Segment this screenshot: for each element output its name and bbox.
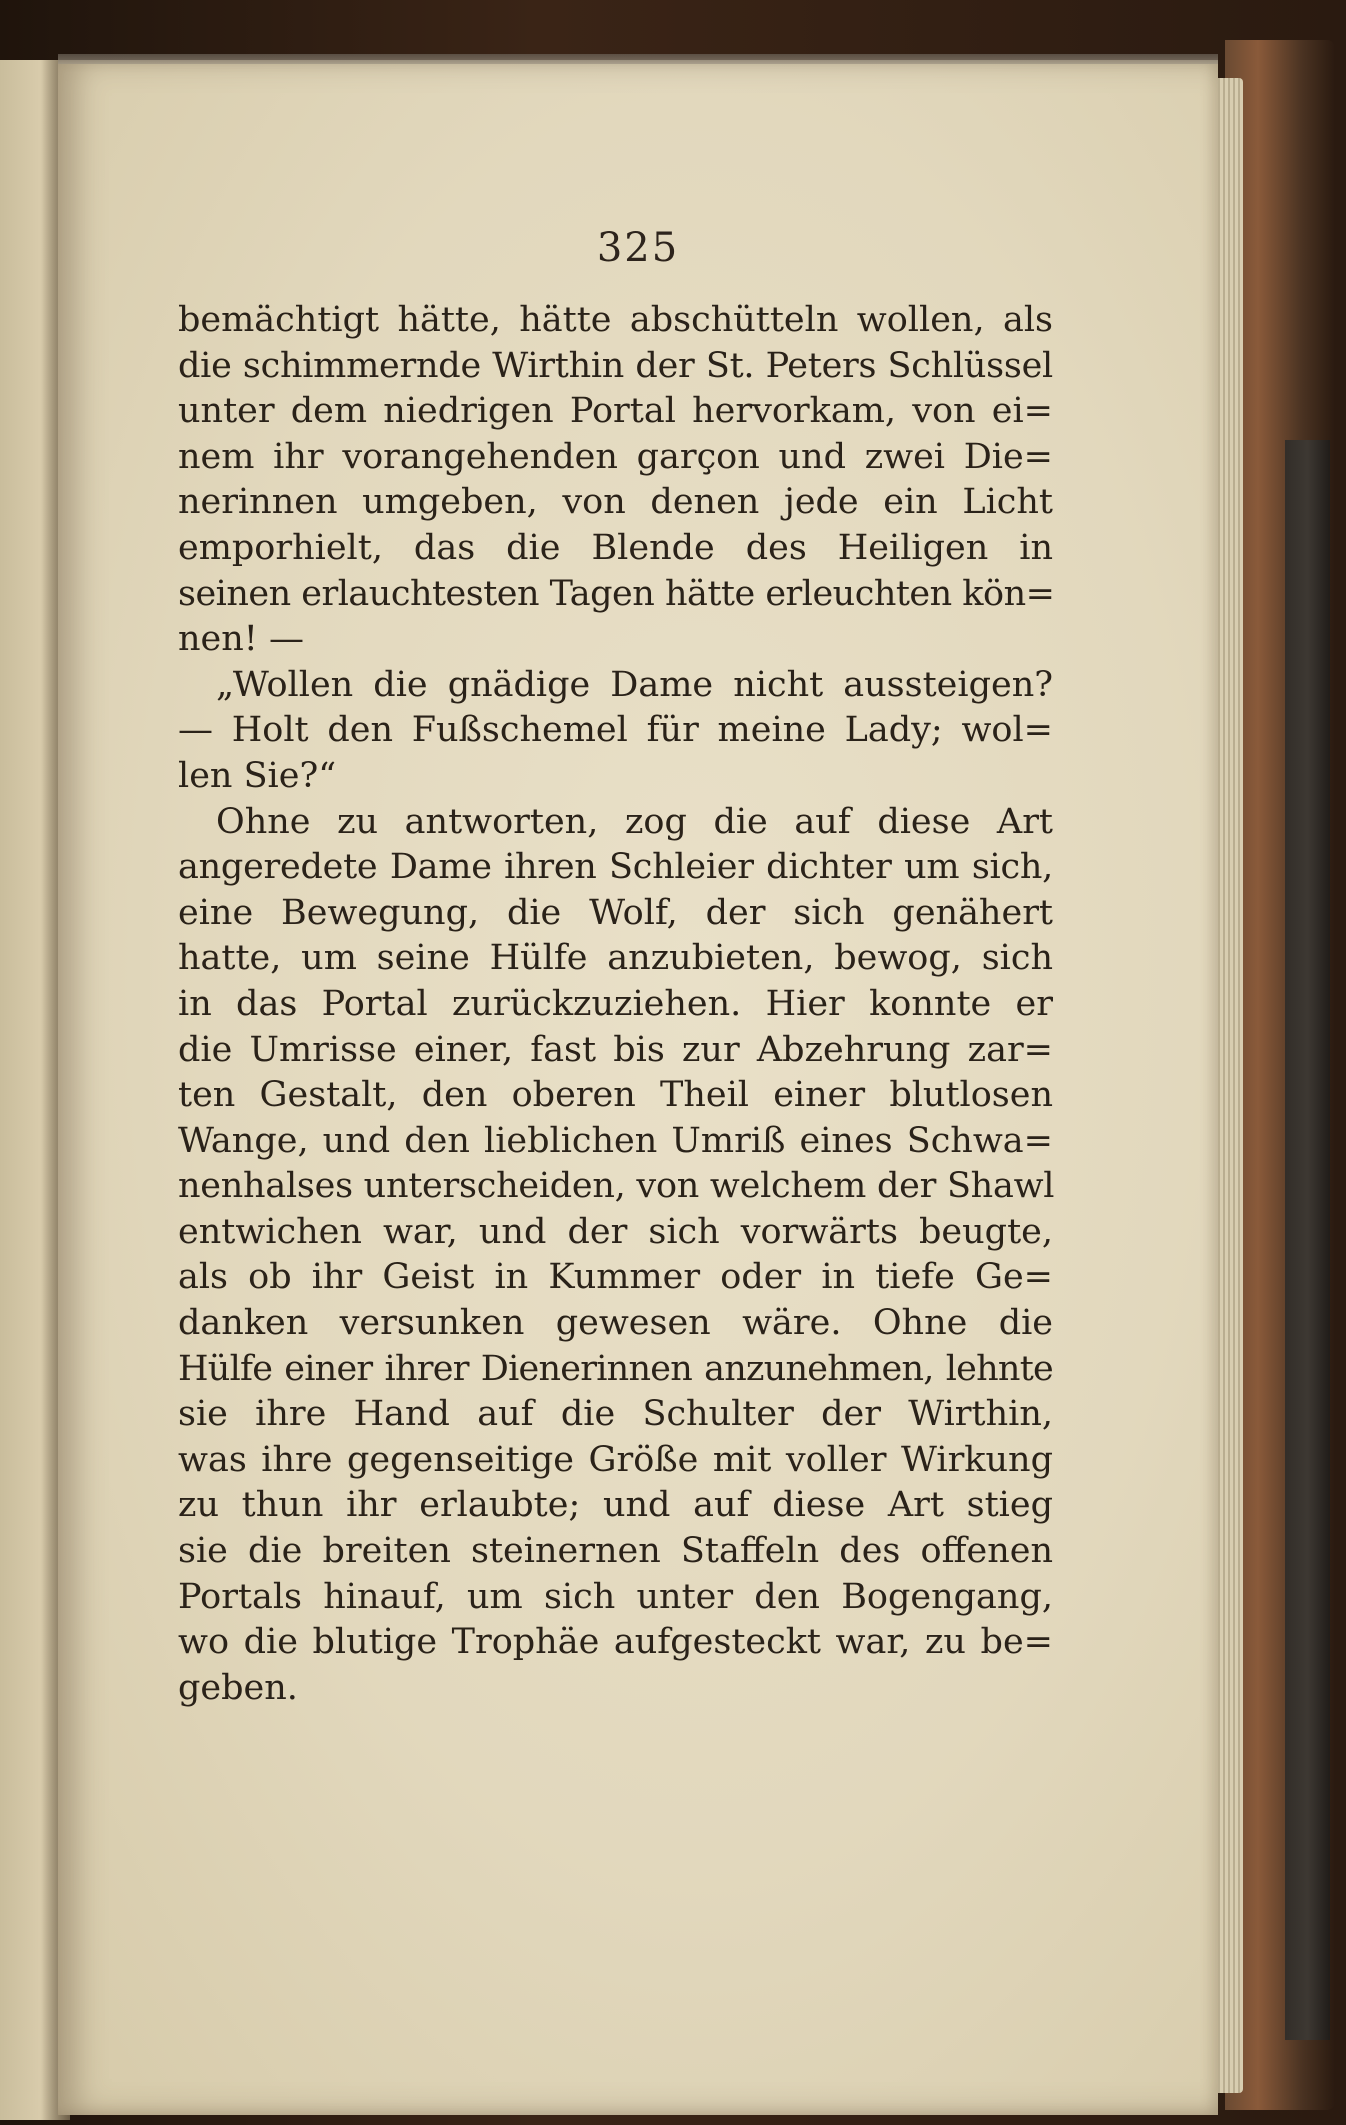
text-line: len Sie?“	[178, 755, 337, 796]
text-line: Wange, und den lieblichen Umriß eines Schwa=	[178, 1120, 1053, 1161]
page-top-edge	[58, 54, 1218, 64]
text-line: Ohne zu antworten, zog die auf diese Art	[216, 801, 1053, 842]
text-line: ten Gestalt, den oberen Theil einer blutlosen	[178, 1075, 1053, 1116]
text-line: die Umrisse einer, fast bis zur Abzehrung zar=	[178, 1029, 1053, 1070]
cover-binding-strip	[1285, 440, 1330, 2040]
text-line: in das Portal zurückzuziehen. Hier konnte er	[178, 983, 1053, 1024]
page-body-text	[178, 298, 1053, 1711]
text-line: nen! —	[178, 619, 304, 660]
text-line: Portals hinauf, um sich unter den Bogengang,	[178, 1576, 1053, 1617]
text-line: seinen erlauchtesten Tagen hätte erleuchten kön=	[178, 573, 1055, 614]
text-line: als ob ihr Geist in Kummer oder in tiefe Ge=	[178, 1257, 1053, 1298]
page-number: 325	[596, 225, 680, 271]
text-line: nem ihr vorangehenden garçon und zwei Die=	[178, 436, 1053, 477]
text-line: angeredete Dame ihren Schleier dichter um sich,	[178, 847, 1053, 888]
text-line: wo die blutige Trophäe aufgesteckt war, zu be=	[178, 1622, 1053, 1663]
text-line: unter dem niedrigen Portal hervorkam, von ei=	[178, 391, 1053, 432]
text-line: hatte, um seine Hülfe anzubieten, bewog, sich	[178, 938, 1053, 979]
text-line: sie ihre Hand auf die Schulter der Wirthin,	[178, 1394, 1053, 1435]
text-line: nenhalses unterscheiden, von welchem der Shawl	[178, 1166, 1055, 1207]
text-line: „Wollen die gnädige Dame nicht aussteigen?	[216, 664, 1053, 705]
text-line: was ihre gegenseitige Größe mit voller Wirkung	[178, 1439, 1053, 1480]
text-line: die schimmernde Wirthin der St. Peters Schlüssel	[178, 345, 1053, 386]
text-line: bemächtigt hätte, hätte abschütteln wollen, als	[178, 300, 1053, 340]
text-line: eine Bewegung, die Wolf, der sich genähert	[178, 892, 1053, 933]
text-line: entwichen war, und der sich vorwärts beugte,	[178, 1211, 1053, 1252]
text-line: — Holt den Fußschemel für meine Lady; wol=	[178, 710, 1053, 751]
text-line: sie die breiten steinernen Staffeln des offenen	[178, 1531, 1053, 1572]
text-line: zu thun ihr erlaubte; und auf diese Art stieg	[178, 1485, 1053, 1526]
text-line: danken versunken gewesen wäre. Ohne die	[178, 1303, 1053, 1344]
text-line: Hülfe einer ihrer Dienerinnen anzunehmen, lehnte	[178, 1348, 1053, 1389]
text-line: geben.	[178, 1667, 298, 1708]
text-line: nerinnen umgeben, von denen jede ein Licht	[178, 482, 1053, 523]
text-line: emporhielt, das die Blende des Heiligen in	[178, 527, 1053, 568]
